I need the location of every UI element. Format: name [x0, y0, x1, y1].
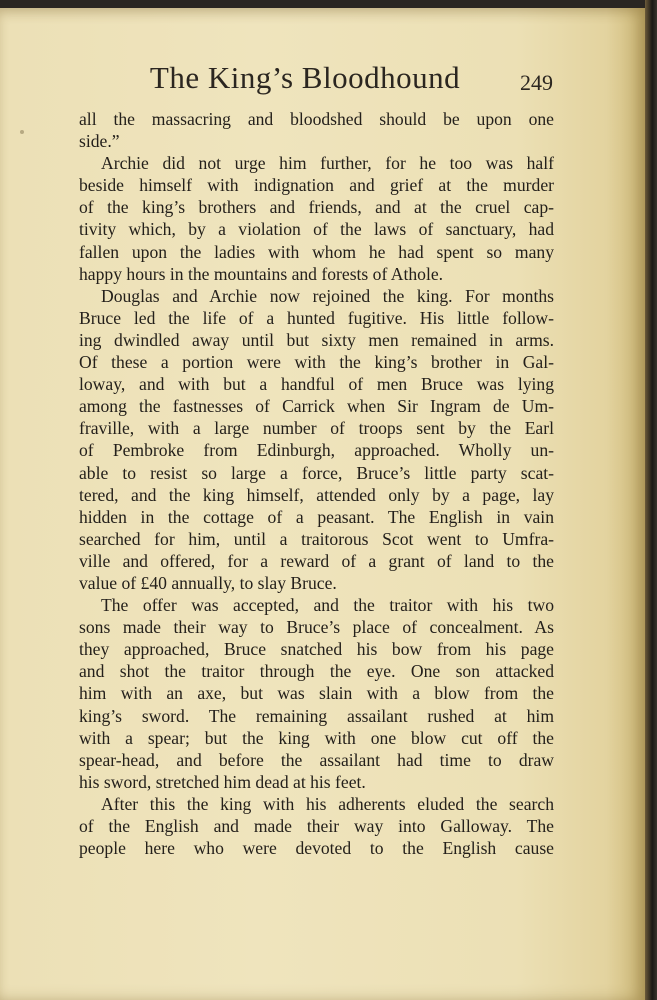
text-line: king’s sword. The remaining assailant rushed at him [79, 705, 554, 726]
text-line: beside himself with indignation and grief at the murder [79, 175, 554, 196]
text-line: Archie did not urge him further, for he too was half [101, 153, 554, 174]
text-line: of the king’s brothers and friends, and at the cruel cap- [79, 197, 554, 218]
text-line: his sword, stretched him dead at his feet. [79, 771, 366, 792]
paper-speck [20, 130, 24, 134]
text-line: searched for him, until a traitorous Scot went to Umfra- [79, 528, 554, 549]
text-line: Douglas and Archie now rejoined the king. For months [101, 285, 554, 306]
text-line: and shot the traitor through the eye. One son attacked [79, 661, 554, 682]
running-title: The King’s Bloodhound [149, 60, 461, 95]
text-line: value of £40 annually, to slay Bruce. [79, 572, 337, 593]
text-line: able to resist so large a force, Bruce’s little party scat- [79, 462, 554, 483]
text-line: tered, and the king himself, attended only by a page, lay [79, 484, 554, 505]
text-line: of the English and made their way into Galloway. The [79, 816, 554, 836]
text-line: among the fastnesses of Carrick when Sir Ingram de Um- [79, 396, 554, 417]
text-line: with a spear; but the king with one blow cut off the [79, 727, 554, 748]
text-line: Of these a portion were with the king’s brother in Gal- [79, 352, 554, 373]
text-line: all the massacring and bloodshed should be upon one [79, 109, 554, 129]
text-line: side.” [79, 131, 120, 152]
page-number: 249 [520, 70, 553, 95]
text-line: fallen upon the ladies with whom he had spent so many [79, 241, 554, 262]
text-line: spear-head, and before the assailant had time to draw [79, 749, 554, 770]
text-line: Bruce led the life of a hunted fugitive. His little follow- [79, 307, 554, 328]
body-text [79, 108, 554, 859]
text-line: hidden in the cottage of a peasant. The English in vain [79, 506, 554, 527]
text-line: him with an axe, but was slain with a blow from the [79, 683, 554, 704]
text-line: ing dwindled away until but sixty men remained in arms. [79, 329, 554, 350]
book-spine-edge [645, 0, 657, 1000]
text-line: sons made their way to Bruce’s place of concealment. As [79, 617, 554, 638]
text-line: ville and offered, for a reward of a grant of land to the [79, 550, 554, 571]
text-line: loway, and with but a handful of men Bruce was lying [79, 374, 554, 395]
text-line: people here who were devoted to the English cause [79, 838, 554, 859]
text-line: tivity which, by a violation of the laws of sanctuary, had [79, 219, 554, 240]
book-page [0, 8, 645, 1000]
text-line: The offer was accepted, and the traitor with his two [101, 595, 554, 616]
text-line: fraville, with a large number of troops sent by the Earl [79, 418, 554, 439]
running-header [0, 60, 645, 100]
text-line: they approached, Bruce snatched his bow from his page [79, 639, 554, 660]
text-line: happy hours in the mountains and forests of Athole. [79, 263, 444, 284]
text-line: of Pembroke from Edinburgh, approached. Wholly un- [79, 440, 554, 461]
text-line: After this the king with his adherents eluded the search [101, 793, 554, 814]
